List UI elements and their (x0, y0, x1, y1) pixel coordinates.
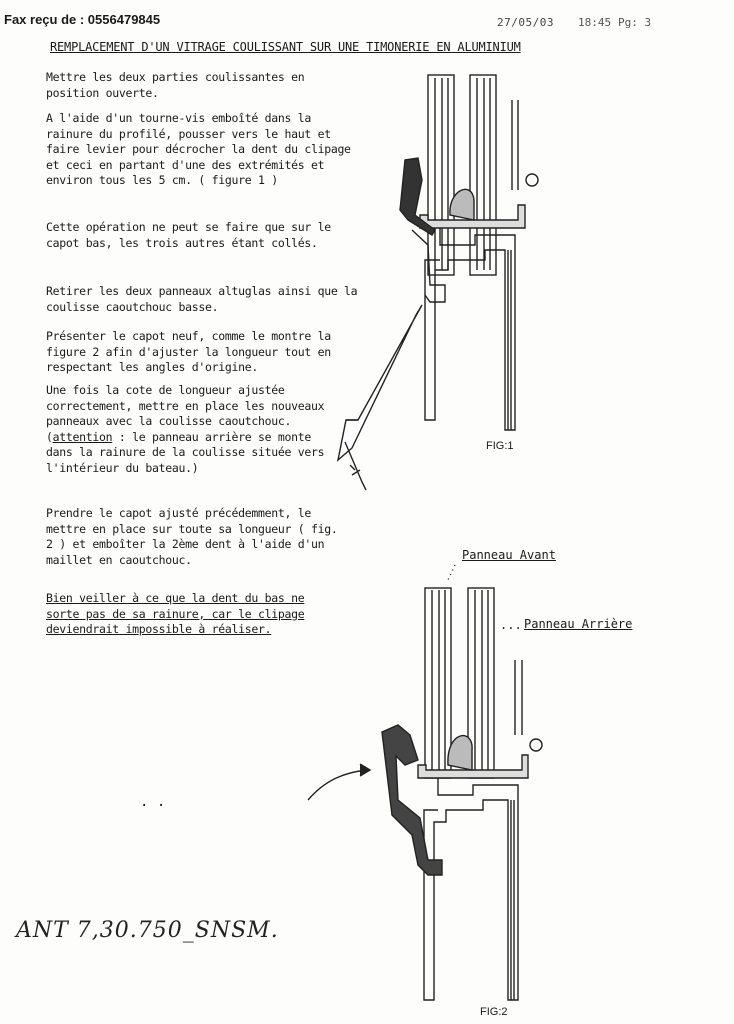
figure-1-label: FIG:1 (486, 440, 514, 452)
fax-page: Pg: 3 (618, 16, 652, 29)
instruction-paragraph-1: Mettre les deux parties coulissantes en position ouverte. (46, 70, 305, 100)
warning-paragraph: Bien veiller à ce que la dent du bas ne sorte pas de sa rainure, car le clipage deviendrait impossible à réaliser. (46, 591, 305, 636)
label-panneau-arriere: Panneau Arrière (524, 617, 633, 631)
attention-word: attention (52, 429, 113, 444)
label-arriere-leader: ... (500, 618, 522, 632)
instruction-paragraph-2: A l'aide d'un tourne-vis emboîté dans la rainure du profilé, pousser vers le haut et faire levier pour décrocher la dent du clipage et ceci en partant d'une des extrémités et environ tous les 5 cm. ( figure 1 ) (46, 111, 351, 187)
fax-date: 27/05/03 (497, 16, 554, 29)
instruction-paragraph-3: Cette opération ne peut se faire que sur le capot bas, les trois autres étant collés. (46, 220, 331, 250)
handwritten-note: ANT 7,30.750_SNSM. (16, 918, 279, 943)
instruction-paragraph-7: Prendre le capot ajusté précédemment, le mettre en place sur toute sa longueur ( fig. 2 ) et emboîter la 2ème dent à l'aide d'un maillet en caoutchouc. (46, 506, 338, 567)
fax-sender: Fax reçu de : 0556479845 (4, 12, 161, 27)
stray-dots: . . (140, 794, 166, 810)
p6-text-start: Une fois la cote de longueur ajustée correctement, mettre en place les nouveaux panneaux avec la coulisse caoutchouc. ( (46, 383, 325, 444)
instruction-paragraph-5: Présenter le capot neuf, comme le montre la figure 2 afin d'ajuster la longueur tout en respectant les angles d'origine. (46, 329, 331, 374)
p6-text-end: : le panneau arrière se monte dans la rainure de la coulisse située vers l'intérieur du bateau.) (46, 429, 325, 475)
label-panneau-avant: Panneau Avant (462, 548, 556, 562)
figure-2-label: FIG:2 (480, 1006, 508, 1018)
figure-2-drawing (300, 560, 560, 1010)
instruction-paragraph-6 (46, 383, 336, 476)
document-title: REMPLACEMENT D'UN VITRAGE COULISSANT SUR UNE TIMONERIE EN ALUMINIUM (50, 40, 521, 54)
figure-1-drawing (300, 70, 560, 510)
instruction-paragraph-4: Retirer les deux panneaux altuglas ainsi que la coulisse caoutchouc basse. (46, 284, 358, 314)
fax-time: 18:45 (578, 16, 612, 29)
